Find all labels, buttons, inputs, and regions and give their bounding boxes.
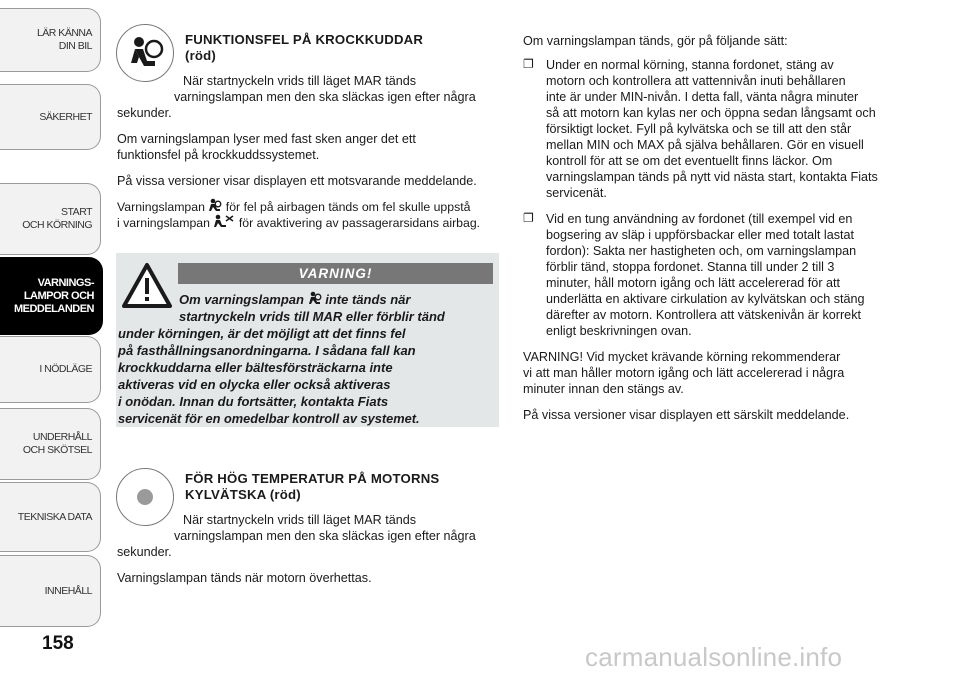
text: för fel på airbagen tänds om fel skulle uppstå bbox=[225, 200, 471, 214]
tab-label: I NÖDLÄGE bbox=[39, 363, 92, 375]
right-warning-line3: minuter innan den stängs av. bbox=[523, 382, 684, 396]
b1-line: mellan MIN och MAX på själva behållaren. Gör en visuell bbox=[546, 138, 864, 152]
text: för avaktivering av passagerarsidans airbag. bbox=[238, 216, 481, 230]
b2-line: bogsering av släp i uppförsbackar eller med totalt lastat bbox=[546, 228, 855, 242]
warning-line1 bbox=[179, 291, 410, 308]
section1-p1-line3: sekunder. bbox=[117, 106, 172, 120]
b1-line: inte är under MIN-nivån. I detta fall, vänta några minuter bbox=[546, 90, 859, 104]
section1-title-color: (röd) bbox=[185, 48, 217, 63]
section1-p4-line1 bbox=[117, 198, 471, 215]
b1-line: Under en normal körning, stanna fordonet, stäng av bbox=[546, 58, 834, 72]
text: Om varningslampan bbox=[179, 292, 304, 307]
airbag-warning-icon bbox=[116, 24, 174, 82]
section1-p3: På vissa versioner visar displayen ett motsvarande meddelande. bbox=[117, 174, 477, 188]
section2-p2: Varningslampan tänds när motorn överhettas. bbox=[117, 571, 372, 585]
text: i varningslampan bbox=[117, 216, 210, 230]
warning-line5: krockkuddarna eller bältesförsträckarna inte bbox=[118, 360, 393, 375]
text: KYLVÄTSKA bbox=[185, 487, 266, 502]
section1-p2-line2: funktionsfel på krockkuddssystemet. bbox=[117, 148, 320, 162]
warning-line3: under körningen, är det möjligt att det finns fel bbox=[118, 326, 406, 341]
warning-line4: på fasthållningsanordningarna. I sådana fall kan bbox=[118, 343, 416, 358]
section2-p1-line3: sekunder. bbox=[117, 545, 172, 559]
coolant-temperature-icon bbox=[116, 468, 174, 526]
section2-title-line2 bbox=[185, 487, 301, 503]
section1-p2-line1: Om varningslampan lyser med fast sken anger det ett bbox=[117, 132, 416, 146]
b2-line: därefter av motorn. Kontrollera att vätskenivån är korrekt bbox=[546, 308, 861, 322]
b1-line: servicenät. bbox=[546, 186, 607, 200]
b1-line: försiktigt locket. Fyll på kylvätska och se till att den står bbox=[546, 122, 852, 136]
b1-line: så att motorn kan kylas ner och öppna sedan långsamt och bbox=[546, 106, 876, 120]
warning-line6: aktiveras vid en olycka eller också aktiveras bbox=[118, 377, 391, 392]
tab-underhall-och-skotsel[interactable] bbox=[0, 408, 101, 480]
section2-title: FÖR HÖG TEMPERATUR PÅ MOTORNS bbox=[185, 471, 440, 486]
passenger-airbag-off-icon bbox=[213, 214, 235, 229]
tab-label: SÄKERHET bbox=[39, 110, 92, 123]
tab-label: TEKNISKA DATA bbox=[17, 510, 92, 523]
text: inte tänds när bbox=[325, 292, 411, 307]
right-warning-line1: VARNING! Vid mycket krävande körning rekommenderar bbox=[523, 350, 841, 364]
tab-i-nodlage[interactable] bbox=[0, 336, 101, 403]
tab-lar-kanna-din-bil[interactable] bbox=[0, 8, 101, 72]
tab-label: VARNINGS- LAMPOR OCH MEDDELANDEN bbox=[13, 276, 94, 315]
b2-line: fordon): Sakta ner hastigheten och, om varningslampan bbox=[546, 244, 857, 258]
page-number: 158 bbox=[42, 633, 74, 654]
warning-header: VARNING! bbox=[178, 263, 493, 284]
section1-p4-line2 bbox=[117, 214, 480, 231]
tab-innehall[interactable] bbox=[0, 555, 101, 627]
tab-label: START OCH KÖRNING bbox=[22, 206, 92, 231]
airbag-icon bbox=[308, 291, 322, 306]
section1-p1-line2: varningslampan men den ska släckas igen efter några bbox=[174, 90, 476, 104]
right-last-paragraph: På vissa versioner visar displayen ett särskilt meddelande. bbox=[523, 408, 850, 422]
text: Varningslampan bbox=[117, 200, 205, 214]
b2-line: enligt beskrivningen ovan. bbox=[546, 324, 692, 338]
tab-varningslampor-och-meddelanden[interactable] bbox=[0, 257, 103, 335]
tab-label: INNEHÅLL bbox=[44, 584, 92, 597]
right-intro: Om varningslampan tänds, gör på följande sätt: bbox=[523, 34, 788, 48]
warning-line2: startnyckeln vrids till MAR eller förblir tänd bbox=[179, 309, 445, 324]
tab-sakerhet[interactable] bbox=[0, 84, 101, 150]
b2-line: minuter, håll motorn igång och lätt accelererad för att bbox=[546, 276, 841, 290]
b1-line: varningslampan tänds på nytt vid nästa start, kontakta Fiats bbox=[546, 170, 878, 184]
section1-p1-line1: När startnyckeln vrids till läget MAR tänds bbox=[183, 74, 417, 88]
watermark: carmanualsonline.info bbox=[585, 642, 843, 672]
b2-line: underlätta en aktivare cirkulation av kylvätskan och stäng bbox=[546, 292, 865, 306]
tab-label: UNDERHÅLL OCH SKÖTSEL bbox=[22, 431, 92, 456]
warning-line7: i onödan. Innan du fortsätter, kontakta Fiats bbox=[118, 394, 389, 409]
section2-p1-line2: varningslampan men den ska släckas igen efter några bbox=[174, 529, 476, 543]
b2-line: förblir tänd, stoppa fordonet. Stanna till under 2 till 3 bbox=[546, 260, 835, 274]
bullet-icon: ❐ bbox=[523, 57, 534, 71]
text: (röd) bbox=[269, 487, 301, 502]
warning-triangle-icon bbox=[121, 262, 173, 310]
right-warning-line2: vi att man håller motorn igång och lätt accelererad i några bbox=[523, 366, 845, 380]
tab-start-och-korning[interactable] bbox=[0, 183, 101, 255]
tab-label: LÄR KÄNNA DIN BIL bbox=[36, 27, 92, 52]
bullet-icon: ❐ bbox=[523, 211, 534, 225]
section2-p1-line1: När startnyckeln vrids till läget MAR tänds bbox=[183, 513, 417, 527]
b1-line: motorn och kontrollera att vattennivån inuti behållaren bbox=[546, 74, 846, 88]
section1-title: FUNKTIONSFEL PÅ KROCKKUDDAR bbox=[185, 32, 424, 47]
warning-line8: servicenät för en omedelbar kontroll av systemet. bbox=[118, 411, 420, 426]
b2-line: Vid en tung användning av fordonet (till exempel vid en bbox=[546, 212, 853, 226]
tab-tekniska-data[interactable] bbox=[0, 482, 101, 552]
b1-line: kontroll för att se om det eventuellt finns läckor. Om bbox=[546, 154, 833, 168]
airbag-icon bbox=[208, 198, 222, 213]
